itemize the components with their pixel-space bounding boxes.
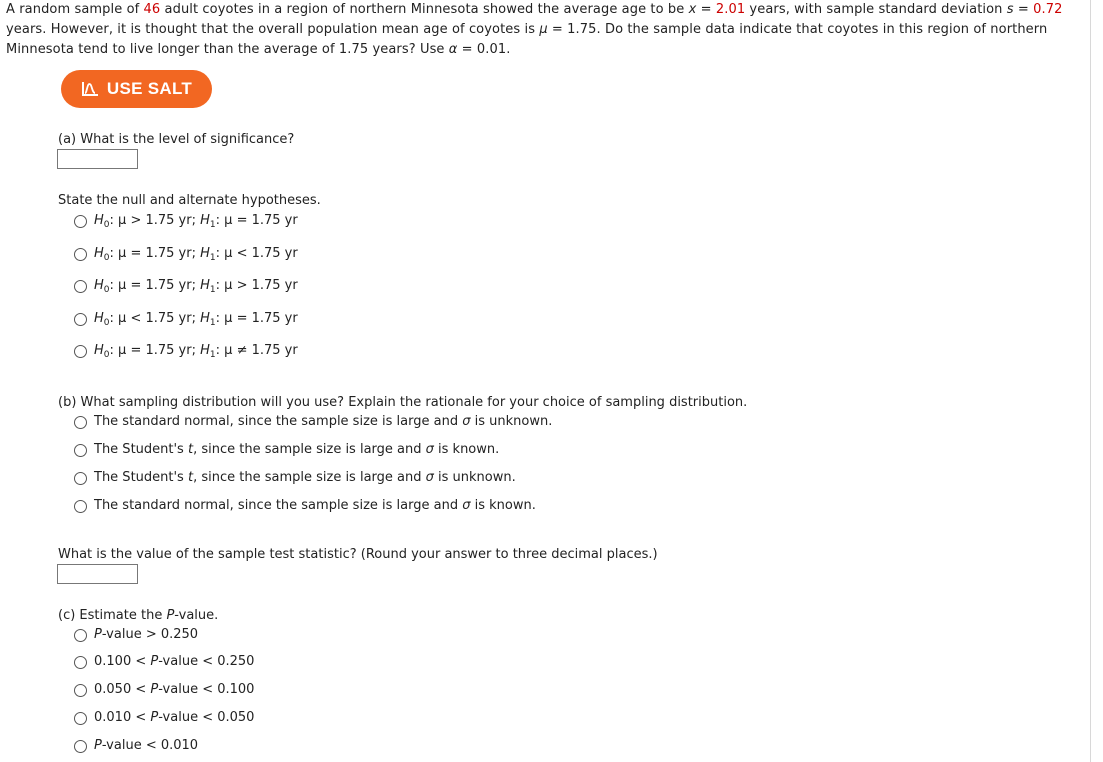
distribution-label [94, 413, 552, 431]
question-b: (b) What sampling distribution will you use? Explain the rationale for your choice of sampling distribution. [58, 395, 748, 410]
h1-text: μ ≠ 1.75 yr [224, 343, 298, 358]
distribution-option[interactable] [74, 497, 536, 515]
p-value-option[interactable] [74, 681, 254, 699]
distribution-option[interactable] [74, 441, 499, 459]
hypothesis-option[interactable] [74, 245, 298, 263]
p-symbol: P [150, 710, 159, 725]
sample-mean: 2.01 [715, 2, 746, 17]
option-text: , since the sample size is large and [193, 442, 426, 457]
test-statistic-question: What is the value of the sample test statistic? (Round your answer to three decimal places.) [58, 547, 658, 562]
h1-text: μ < 1.75 yr [224, 246, 298, 261]
p-value-option[interactable] [74, 653, 254, 671]
test-statistic-input[interactable] [57, 564, 138, 584]
subscript: 0 [103, 220, 110, 230]
mu-symbol: μ [539, 22, 548, 37]
p-value-option[interactable] [74, 737, 198, 755]
colon: : [109, 213, 114, 228]
h1-symbol: H [200, 311, 210, 326]
radio-button[interactable] [74, 215, 87, 228]
radio-button[interactable] [74, 656, 87, 669]
hypothesis-label [94, 212, 298, 230]
p-value-label [94, 626, 198, 644]
p-value-label [94, 681, 254, 699]
page-right-border [1090, 0, 1091, 762]
radio-button[interactable] [74, 345, 87, 358]
hypothesis-option[interactable] [74, 310, 298, 328]
colon: : [215, 246, 221, 261]
s-symbol: s [1006, 2, 1014, 17]
hypothesis-option[interactable] [74, 342, 298, 360]
p-value-label [94, 709, 254, 727]
sample-size: 46 [143, 2, 161, 17]
h0-text: μ = 1.75 yr; [118, 278, 196, 293]
option-text: The standard normal, since the sample size is large and [94, 414, 463, 429]
subscript: 0 [103, 350, 110, 360]
colon: : [109, 311, 114, 326]
subscript: 1 [209, 350, 216, 360]
use-salt-label: USE SALT [106, 79, 193, 98]
sigma-symbol: σ [462, 498, 471, 513]
h1-symbol: H [200, 343, 210, 358]
subscript: 1 [209, 285, 216, 295]
h0-symbol: H [94, 343, 104, 358]
sigma-symbol: σ [425, 442, 434, 457]
subscript: 0 [103, 318, 110, 328]
h0-symbol: H [94, 246, 104, 261]
radio-button[interactable] [74, 740, 87, 753]
xbar-symbol: x [688, 2, 697, 17]
subscript: 0 [103, 285, 110, 295]
radio-button[interactable] [74, 712, 87, 725]
h0-text: μ = 1.75 yr; [118, 343, 196, 358]
h0-text: μ < 1.75 yr; [118, 311, 196, 326]
hypothesis-option[interactable] [74, 277, 298, 295]
option-text: is known. [470, 498, 536, 513]
sigma-symbol: σ [425, 470, 434, 485]
p-symbol: P [94, 627, 102, 642]
option-text: 0.010 < [94, 710, 151, 725]
subscript: 1 [209, 253, 216, 263]
colon: : [109, 278, 114, 293]
option-text: The Student's [94, 470, 188, 485]
option-text: 0.100 < [94, 654, 151, 669]
h0-symbol: H [94, 311, 104, 326]
radio-button[interactable] [74, 248, 87, 261]
alpha-symbol: α [448, 42, 458, 57]
hypothesis-label [94, 342, 298, 360]
option-text: is known. [433, 442, 500, 457]
p-value-label [94, 653, 254, 671]
option-text: , since the sample size is large and [193, 470, 426, 485]
h1-symbol: H [200, 246, 210, 261]
significance-level-input[interactable] [57, 149, 138, 169]
option-text: is unknown. [433, 470, 516, 485]
radio-button[interactable] [74, 472, 87, 485]
colon: : [215, 343, 221, 358]
h0-text: μ > 1.75 yr; [118, 213, 196, 228]
salt-chart-icon [81, 81, 99, 97]
distribution-option[interactable] [74, 413, 552, 431]
distribution-label [94, 469, 516, 487]
radio-button[interactable] [74, 444, 87, 457]
radio-button[interactable] [74, 629, 87, 642]
colon: : [215, 213, 221, 228]
h1-text: μ = 1.75 yr [224, 213, 298, 228]
p-symbol: P [150, 682, 159, 697]
p-value-option[interactable] [74, 709, 254, 727]
p-value-label [94, 737, 198, 755]
use-salt-button[interactable] [61, 70, 212, 108]
hypothesis-label [94, 245, 298, 263]
h1-symbol: H [200, 278, 210, 293]
problem-statement: A random sample of 46 adult coyotes in a region of northern Minnesota showed the average age to be x = 2.01 years, with sample standard deviation s = 0.72 years. However, it is thought that the overall population mean age of coyotes is μ = 1.75. Do the sample data indicate that coyotes in this region of northern Minnesota tend to live longer than the average of 1.75 years? Use α = 0.01. [6, 2, 1063, 57]
colon: : [109, 343, 114, 358]
colon: : [215, 278, 221, 293]
t-symbol: t [187, 442, 194, 457]
option-text: The Student's [94, 442, 188, 457]
radio-button[interactable] [74, 684, 87, 697]
p-symbol: P [94, 738, 102, 753]
distribution-label [94, 441, 499, 459]
option-text: The standard normal, since the sample size is large and [94, 498, 463, 513]
option-text: -value < 0.250 [158, 654, 255, 669]
colon: : [109, 246, 114, 261]
h0-symbol: H [94, 213, 104, 228]
option-text: -value < 0.100 [158, 682, 255, 697]
distribution-label [94, 497, 536, 515]
h1-text: μ > 1.75 yr [224, 278, 298, 293]
hypothesis-label [94, 310, 298, 328]
question-a: (a) What is the level of significance? [58, 132, 295, 147]
radio-button[interactable] [74, 313, 87, 326]
radio-button[interactable] [74, 280, 87, 293]
t-symbol: t [187, 470, 194, 485]
subscript: 1 [209, 220, 216, 230]
subscript: 1 [209, 318, 216, 328]
option-text: is unknown. [470, 414, 553, 429]
colon: : [215, 311, 221, 326]
distribution-option[interactable] [74, 469, 516, 487]
subscript: 0 [103, 253, 110, 263]
question-c: (c) Estimate the P-value. [58, 608, 219, 623]
hypotheses-prompt: State the null and alternate hypotheses. [58, 193, 321, 208]
hypothesis-label [94, 277, 298, 295]
h0-symbol: H [94, 278, 104, 293]
option-text: -value > 0.250 [101, 627, 199, 642]
p-symbol: P [150, 654, 159, 669]
h1-symbol: H [200, 213, 210, 228]
option-text: -value < 0.050 [158, 710, 255, 725]
hypothesis-option[interactable] [74, 212, 298, 230]
option-text: 0.050 < [94, 682, 151, 697]
radio-button[interactable] [74, 416, 87, 429]
sample-sd: 0.72 [1033, 2, 1063, 17]
sigma-symbol: σ [462, 414, 471, 429]
p-value-option[interactable] [74, 626, 198, 644]
h0-text: μ = 1.75 yr; [118, 246, 196, 261]
h1-text: μ = 1.75 yr [224, 311, 298, 326]
option-text: -value < 0.010 [101, 738, 199, 753]
radio-button[interactable] [74, 500, 87, 513]
